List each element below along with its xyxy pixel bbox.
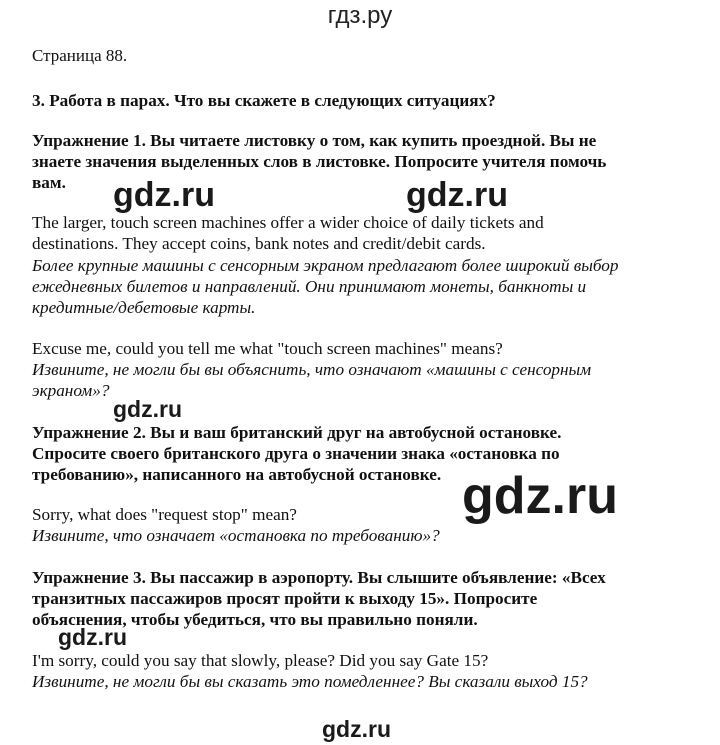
exercise-1-russian-translation <box>32 255 682 318</box>
watermark: gdz.ru <box>58 624 127 650</box>
exercise-1-english-text <box>32 212 682 254</box>
text-line: Извините, не могли бы вы объяснить, что означают «машины с сенсорным <box>32 360 592 379</box>
watermark: gdz.ru <box>113 176 215 214</box>
text-line: destinations. They accept coins, bank notes and credit/debit cards. <box>32 234 486 253</box>
watermark: gdz.ru <box>462 467 618 525</box>
exercise-1-question-translation <box>32 359 682 401</box>
heading-line: транзитных пассажиров просят пройти к выходу 15». Попросите <box>32 589 538 608</box>
text-line: Извините, не могли бы вы сказать это помедленнее? Вы сказали выход 15? <box>32 672 588 691</box>
text-line: Sorry, what does "request stop" mean? <box>32 505 297 524</box>
heading-line: Упражнение 2. Вы и ваш британский друг на автобусной остановке. <box>32 423 562 442</box>
text-line: The larger, touch screen machines offer a wider choice of daily tickets and <box>32 213 544 232</box>
heading-line: Спросите своего британского друга о значении знака «остановка по <box>32 444 560 463</box>
text-line: I'm sorry, could you say that slowly, please? Did you say Gate 15? <box>32 651 489 670</box>
exercise-3-question-translation <box>32 671 682 692</box>
site-header: гдз.ру <box>327 2 393 29</box>
text-line: ежедневных билетов и направлений. Они принимают монеты, банкноты и <box>32 277 587 296</box>
text-line: Excuse me, could you tell me what "touch screen machines" means? <box>32 339 503 358</box>
heading-line: вам. <box>32 173 66 192</box>
heading-line: Упражнение 3. Вы пассажир в аэропорту. Вы слышите объявление: «Всех <box>32 568 606 587</box>
text-line: экраном»? <box>32 381 110 400</box>
text-line: кредитные/дебетовые карты. <box>32 298 256 317</box>
page-label: Страница 88. <box>32 46 128 65</box>
heading-line: Упражнение 1. Вы читаете листовку о том, как купить проездной. Вы не <box>32 131 597 150</box>
heading-line: объяснения, чтобы убедиться, что вы правильно поняли. <box>32 610 478 629</box>
text-line: Более крупные машины с сенсорным экраном предлагают более широкий выбор <box>32 256 619 275</box>
exercise-2-question-translation <box>32 525 682 546</box>
heading-line: требованию», написанного на автобусной остановке. <box>32 465 442 484</box>
exercise-1-question <box>32 338 682 359</box>
task-heading: 3. Работа в парах. Что вы скажете в следующих ситуациях? <box>32 91 496 110</box>
watermark: gdz.ru <box>406 176 508 214</box>
text-line: Извините, что означает «остановка по требованию»? <box>32 526 440 545</box>
watermark: gdz.ru <box>322 716 391 742</box>
exercise-3-question <box>32 650 682 671</box>
exercise-3-heading <box>32 567 682 630</box>
watermark: gdz.ru <box>113 396 182 422</box>
heading-line: знаете значения выделенных слов в листовке. Попросите учителя помочь <box>32 152 607 171</box>
